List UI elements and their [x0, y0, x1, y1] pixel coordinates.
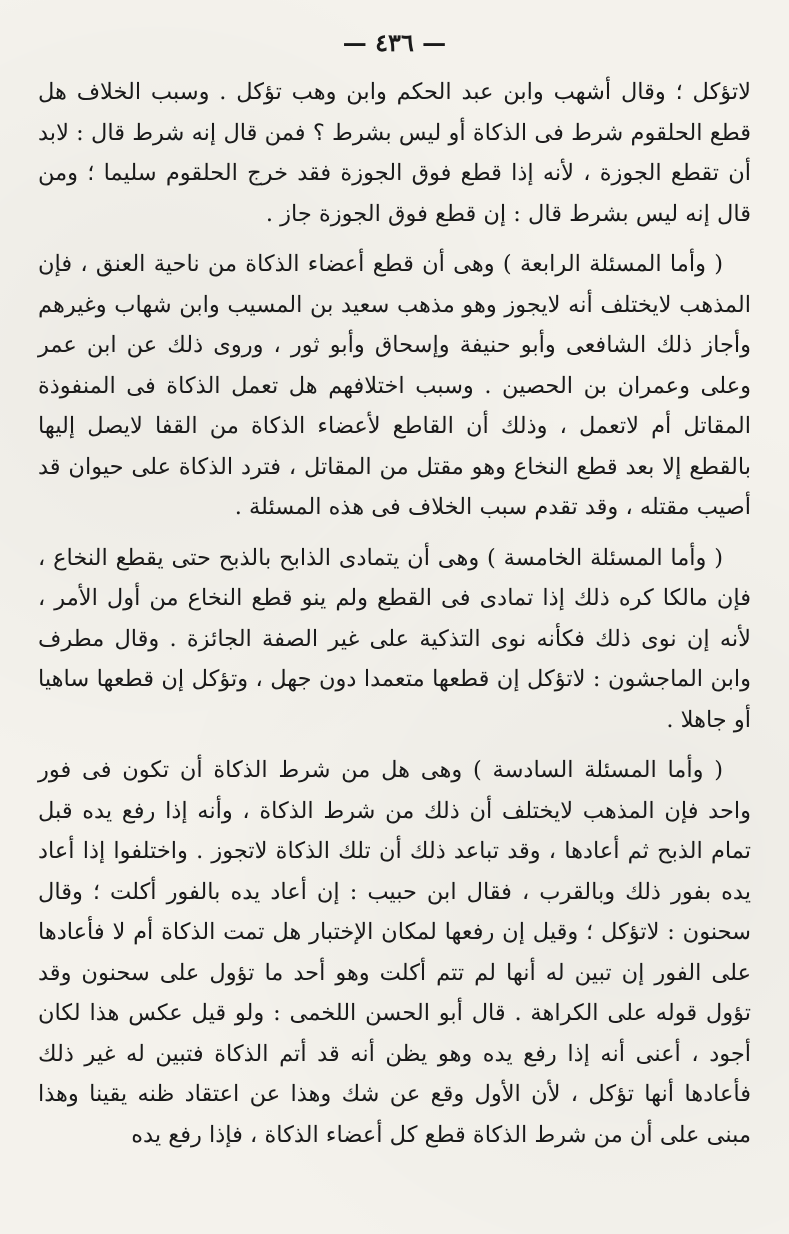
paragraph-2: ( وأما المسئلة الرابعة ) وهى أن قطع أعضاء الذكاة من ناحية العنق ، فإن المذهب لايختلف أنه لايجوز وهو مذهب سعيد بن المسيب وابن شهاب وغيرهم وأجاز ذلك الشافعى وأبو حنيفة وإسحاق وأبو ثور ، وروى ذلك عن ابن عمر وعلى وعمران بن الحصين . وسبب اختلافهم هل تعمل الذكاة فى المنفوذة المقاتل أم لاتعمل ، وذلك أن القاطع لأعضاء الذكاة من القفا لايصل إليها بالقطع إلا بعد قطع النخاع وهو مقتل من المقاتل ، فترد الذكاة على حيوان قد أصيب مقتله ، وقد تقدم سبب الخلاف فى هذه المسئلة . [38, 251, 751, 520]
paragraph-4: ( وأما المسئلة السادسة ) وهى هل من شرط الذكاة أن تكون فى فور واحد فإن المذهب لايختلف أن ذلك من شرط الذكاة ، وأنه إذا رفع يده قبل تمام الذبح ثم أعادها ، وقد تباعد ذلك أن تلك الذكاة لاتجوز . واختلفوا إذا أعاد يده بفور ذلك وبالقرب ، فقال ابن حبيب : إن أعاد يده بالفور أكلت ؛ وقال سحنون : لاتؤكل ؛ وقيل إن رفعها لمكان الإختبار هل تمت الذكاة أم لا فأعادها على الفور إن تبين له أنها لم تتم أكلت وهو أحد ما تؤول على سحنون وقد تؤول قوله على الكراهة . قال أبو الحسن اللخمى : ولو قيل عكس هذا لكان أجود ، أعنى أنه إذا رفع يده وهو يظن أنه قد أتم الذكاة فتبين له غير ذلك فأعادها أنها تؤكل ، لأن الأول وقع عن شك وهذا عن اعتقاد ظنه يقينا وهذا مبنى على أن من شرط الذكاة قطع كل أعضاء الذكاة ، فإذا رفع يده [38, 757, 751, 1148]
paragraph-1: لاتؤكل ؛ وقال أشهب وابن عبد الحكم وابن وهب تؤكل . وسبب الخلاف هل قطع الحلقوم شرط فى الذكاة أو ليس بشرط ؟ فمن قال إنه شرط قال : لابد أن تقطع الجوزة ، لأنه إذا قطع فوق الجوزة فقد خرج الحلقوم سليما ؛ ومن قال إنه ليس بشرط قال : إن قطع فوق الجوزة جاز . [38, 79, 751, 227]
paragraph-3: ( وأما المسئلة الخامسة ) وهى أن يتمادى الذابح بالذبح حتى يقطع النخاع ، فإن مالكا كره ذلك إذا تمادى فى القطع ولم ينو قطع النخاع من أول الأمر ، لأنه إن نوى ذلك فكأنه نوى التذكية على غير الصفة الجائزة . وقال مطرف وابن الماجشون : لاتؤكل إن قطعها متعمدا دون جهل ، وتؤكل إن قطعها ساهيا أو جاهلا . [38, 544, 751, 733]
page-number: — ٤٣٦ — [342, 28, 447, 57]
body-text [38, 72, 751, 1155]
